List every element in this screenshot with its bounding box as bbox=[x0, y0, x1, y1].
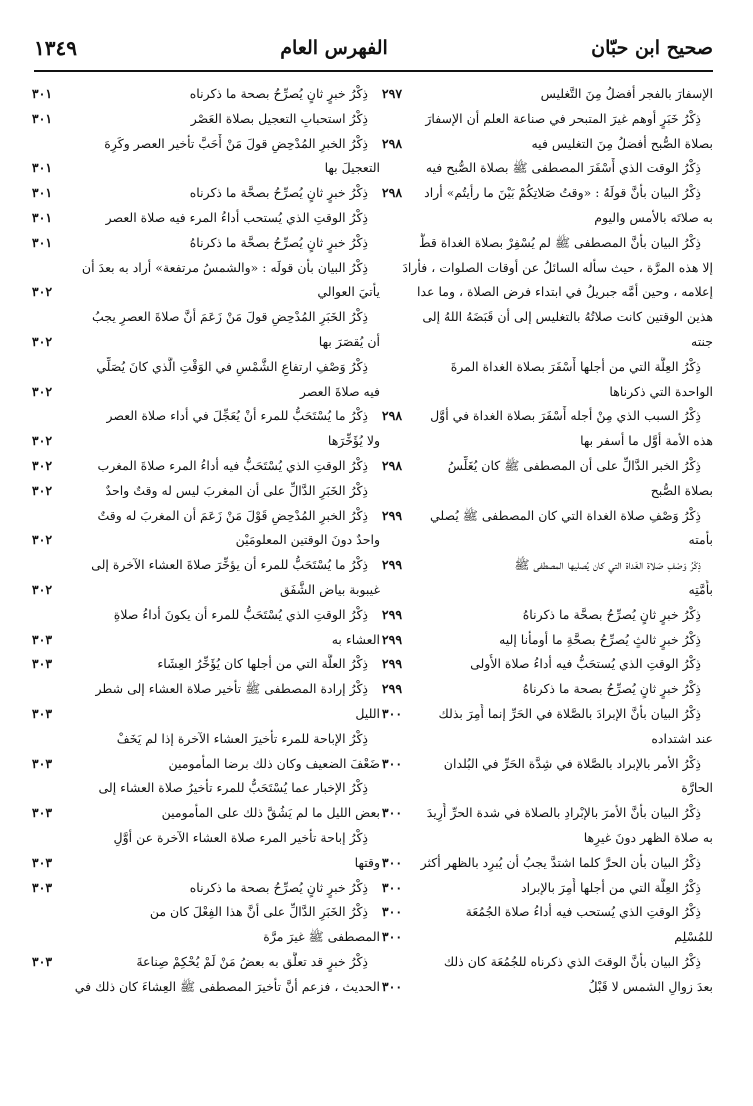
right-column-entry-line: إعلامه ، وحين أمَّه جبريلُ في ابتداء فرض الصلاة ، وما عدا bbox=[416, 284, 713, 300]
right-column-entry-line: هذين الوقتين كانت صلاتُهُ بالتغليس إلى أن قَبَضَهُ اللهُ إلى bbox=[422, 309, 713, 325]
page-reference-number: ٣٠٢ bbox=[31, 582, 53, 597]
page-reference-number: ٣٠٠ bbox=[381, 929, 403, 945]
left-column-entry-line: يأتيَ العوالي bbox=[317, 284, 380, 300]
page-reference-number: ٣٠١ bbox=[31, 160, 53, 176]
left-column-entry-line: أن يُقصَرَ بها bbox=[318, 334, 380, 349]
left-column-entry-line: التعجيلَ بها bbox=[324, 160, 380, 176]
right-column-entry-line: ذِكْرُ السبب الذي مِنْ أجله أَسْفَرَ بصلاة الغداة في أوَّل bbox=[430, 408, 701, 424]
page-reference-number: ٣٠١ bbox=[31, 210, 53, 225]
left-column-entry-line: واحدٌ دونَ الوقتين المعلومَيْن bbox=[235, 532, 380, 548]
left-column-entry-line: فيه صلاةَ العصر bbox=[299, 383, 380, 399]
left-column-entry-line: المصطفى ﷺ غيرَ مرَّة bbox=[263, 929, 380, 945]
page-reference-number: ٣٠٢ bbox=[31, 482, 53, 498]
right-column-entry-line: ذِكْرُ البيان بأنَّ الأمرَ بالإبْرادِ بالصلاة في شدة الحرِّ أُرِيدَ bbox=[426, 805, 701, 821]
left-column-entry-line: ذِكْرُ الخَبَرِ المُدْحِضِ قولَ مَنْ زَعَمَ أنَّ صلاةَ العصرِ يجبُ bbox=[92, 309, 368, 325]
left-column-entry-line: ذِكْرُ استحبابِ التعجيل بصلاة العَصْر bbox=[190, 110, 368, 126]
page-header bbox=[34, 30, 713, 66]
page-reference-number: ٢٩٩ bbox=[381, 656, 403, 672]
right-column-entry-line: به صلاتَه بالأمس واليوم bbox=[594, 210, 713, 225]
right-column-entry-line: ذِكْرُ البيان بأنَّ الإبرادَ بالصَّلاة في الحَرِّ إنما أُمِرَ بذلك bbox=[438, 706, 701, 721]
right-column-entry-line: ذِكْرُ البيان بأنَّ قولَهُ : «وقتُ صَلاتِكُمْ بَيْنَ ما رأيتُم» أراد bbox=[424, 185, 701, 201]
left-column-entry-line: ذِكْرُ خبرٍ ثانٍ يُصرِّحُ بصحَّة ما ذكرناه bbox=[189, 185, 368, 201]
right-column-entry-line: الإسفارَ بالفجر أفضلُ مِنَ التَّغليس bbox=[540, 86, 713, 101]
page-reference-number: ٢٩٧ bbox=[381, 86, 403, 101]
page-reference-number: ٣٠١ bbox=[31, 234, 53, 250]
left-column-entry-line: ذِكْرُ إرادة المصطفى ﷺ تأخير صلاة العشاء إلى شطر bbox=[95, 681, 368, 697]
left-column-entry-line: ذِكْرُ الإخبار عما يُسْتَحَبُّ للمرء تأخيرُ صلاة العشاء إلى bbox=[98, 780, 368, 796]
page-reference-number: ٣٠١ bbox=[31, 110, 53, 126]
page-reference-number: ٣٠٢ bbox=[31, 383, 53, 399]
right-column-entry-line: بأمته bbox=[688, 532, 713, 548]
left-column-entry-line: وقتها bbox=[354, 854, 380, 870]
page-reference-number: ٣٠٣ bbox=[31, 879, 53, 895]
page-reference-number: ٣٠٠ bbox=[381, 904, 403, 920]
page-reference-number: ٢٩٩ bbox=[381, 681, 403, 697]
page-reference-number: ٣٠٣ bbox=[31, 656, 53, 672]
right-column-entry-line: ذِكْرُ البيان بأنَّ المصطفى ﷺ لم يُسْفِرْ بصلاة الغداة قطُّ bbox=[419, 234, 701, 250]
page-reference-number: ٣٠٠ bbox=[381, 879, 403, 895]
left-column-entry-line: ذِكْرُ الوقتِ الذي يُسْتَحَبُّ فيه أداءُ المرء صلاةَ المغرب bbox=[97, 458, 368, 473]
page-reference-number: ٣٠٠ bbox=[381, 755, 403, 771]
right-column-entry-line: ذِكْرُ خبرٍ ثانٍ يُصرِّحُ بصحَّة ما ذكرناهُ bbox=[522, 606, 701, 622]
left-column-entry-line: ذِكْرُ الوقتِ الذي يُستحب أداءُ المرء فيه صلاة العصر bbox=[105, 210, 368, 225]
right-column-entry-line: ذِكْرُ الأمر بالإبراد بالصَّلاة في شِدَّة الحَرِّ في البُلدان bbox=[443, 755, 701, 771]
index-title: الفهرس العام bbox=[280, 37, 388, 59]
right-column-entry-line: بأُمَّتِه bbox=[688, 582, 713, 597]
page-reference-number: ٣٠٣ bbox=[31, 755, 53, 771]
right-column-entry-line: ذِكْرُ الخبر الدَّالِّ على أن المصطفى ﷺ كان يُغَلِّسُ bbox=[447, 458, 701, 473]
right-column-entry-line: ذِكْرُ خَبَرٍ أوهم غيرَ المتبحر في صناعة العلم أن الإسفارَ bbox=[425, 110, 701, 126]
left-column-entry-line: ذِكْرُ الخَبَرِ الدَّالِّ على أن المغربَ ليس له وقتٌ واحدٌ bbox=[105, 482, 368, 498]
left-column-entry-line: ولا يُؤَخِّرَها bbox=[327, 433, 380, 449]
right-column-entry-line: بصلاة الصُّبح bbox=[650, 482, 713, 498]
right-column-entry-line: ذِكْرُ الوقت الذي أَسْفَرَ المصطفى ﷺ بصلاة الصُّبح فيه bbox=[425, 160, 701, 176]
left-column-entry-line: ذِكْرُ البيان بأن قولَه : «والشمسُ مرتفعة» أراد به بعدَ أن bbox=[81, 259, 368, 275]
left-column-entry-line: غيبوبة بياض الشَّفَق bbox=[279, 582, 380, 597]
right-column-entry-line: ذِكْرُ البيان بأنَّ الوقتَ الذي ذكرناه للجُمُعَة كان ذلك bbox=[443, 954, 701, 969]
page-reference-number: ٢٩٨ bbox=[381, 408, 403, 424]
right-column-entry-line: بعدَ زوالِ الشمس لا قَبْلُ bbox=[588, 978, 713, 994]
page-reference-number: ٣٠٣ bbox=[31, 954, 53, 969]
book-title: صحيح ابن حبّان bbox=[591, 37, 713, 59]
left-column-entry-line: ذِكْرُ إباحة تأخير المرء صلاة العشاء الآخرة عن أوَّلِ bbox=[113, 830, 368, 845]
right-column-entry-line: الواحدة التي ذكرناها bbox=[609, 383, 713, 399]
right-column-entry-line: بصلاة الصُّبح أفضلُ مِنَ التغليس فيه bbox=[531, 135, 713, 151]
right-column-entry-line: هذه الأمة أوَّل ما أسفر بها bbox=[580, 433, 713, 449]
page-reference-number: ٣٠٢ bbox=[31, 458, 53, 473]
page-reference-number: ٢٩٨ bbox=[381, 458, 403, 473]
page-reference-number: ٢٩٨ bbox=[381, 135, 403, 151]
page-reference-number: ٣٠١ bbox=[31, 86, 53, 101]
right-column-entry-line: ذِكْرُ الوقتِ الذي يُستحب فيه أداءُ صلاة الجُمُعَة bbox=[465, 904, 701, 920]
left-column-entry-line: بعض الليل ما لم يَشُقَّ ذلك على المأمومين bbox=[161, 805, 380, 821]
left-column-entry-line: ذِكْرُ ما يُسْتَحَبُّ للمرء أنْ يُعَجِّلَ في أداء صلاة العصر bbox=[106, 408, 368, 424]
left-column-entry-line: الحديث ، فزعم أنَّ تأخيرَ المصطفى ﷺ العِشاءَ كان ذلك في bbox=[74, 978, 380, 994]
right-column-entry-line: ذِكْرُ وَصْفِ صَلاة الغَداة التي كان يُصليها المصطفى ﷺ bbox=[514, 557, 701, 573]
left-column-entry-line: ذِكْرُ الإباحة للمرء تأخيرَ العشاء الآخرة إذا لم يَخَفْ bbox=[116, 730, 368, 746]
right-column-entry-line: ذِكْرُ البيان بأن الحرَّ كلما اشتدَّ يجبُ أن يُبرِد بالظهر أكثر bbox=[420, 854, 701, 870]
right-column-entry-line: به صلاة الظهر دونَ غيرِها bbox=[583, 830, 713, 845]
left-column-entry-line: ذِكْرُ الخبرِ المُدْحِضِ قَوْلَ مَنْ زَعَمَ أن المغربَ له وقتٌ bbox=[97, 507, 368, 523]
page-reference-number: ٣٠١ bbox=[31, 185, 53, 201]
right-column-entry-line: عند اشتداده bbox=[651, 730, 713, 746]
right-column-entry-line: الحارَّة bbox=[681, 780, 713, 796]
right-column-entry-line: جنته bbox=[691, 334, 713, 349]
right-column bbox=[363, 84, 713, 1086]
right-column-entry-line: ذِكْرُ وَصْفِ صلاة الغداة التي كان المصطفى ﷺ يُصلي bbox=[429, 507, 701, 523]
page-reference-number: ٣٠٠ bbox=[381, 706, 403, 721]
page-reference-number: ٣٠٣ bbox=[31, 631, 53, 647]
left-column-entry-line: ذِكْرُ خبرٍ قد تعلَّق به بعضُ مَنْ لَمْ يُحْكِمْ صِناعةَ bbox=[136, 954, 368, 969]
left-column-entry-line: ذِكْرُ الوقتِ الذي يُسْتَحَبُّ للمرء أن يكونَ أداءُ صلاةِ bbox=[113, 606, 368, 622]
page-reference-number: ٢٩٨ bbox=[381, 185, 403, 201]
left-column-entry-line: العشاء به bbox=[331, 631, 380, 647]
page-reference-number: ٣٠٣ bbox=[31, 805, 53, 821]
left-column-entry-line: ذِكْرُ خبرٍ ثانٍ يُصرِّحُ بصحَّة ما ذكرناهُ bbox=[189, 234, 368, 250]
page-reference-number: ٢٩٩ bbox=[381, 507, 403, 523]
page-reference-number: ٣٠٢ bbox=[31, 532, 53, 548]
left-column-entry-line: الليل bbox=[355, 706, 380, 721]
page-reference-number: ٢٩٩ bbox=[381, 606, 403, 622]
page-reference-number: ٣٠٠ bbox=[381, 805, 403, 821]
right-column-entry-line: ذِكْرُ خبرٍ ثانٍ يُصرِّحُ بصحة ما ذكرناهُ bbox=[522, 681, 701, 697]
left-column-entry-line: ذِكْرُ ما يُسْتَحَبُّ للمرء أن يؤخِّرَ صلاةَ العشاء الآخرة إلى bbox=[91, 557, 368, 573]
left-column-entry-line: ضَعْفَ الضعيف وكان ذلك برضا المأمومين bbox=[168, 755, 380, 771]
left-column-entry-line: ذِكْرُ خبرٍ ثانٍ يُصرِّحُ بصحة ما ذكرناه bbox=[189, 86, 368, 101]
page-number: ١٣٤٩ bbox=[34, 36, 77, 60]
right-column-entry-line: ذِكْرُ العِلَّة التي من أجلها أَسْفَرَ بصلاة الغداة المرةَ bbox=[450, 358, 701, 374]
left-column-entry-line: ذِكْرُ العلَّة التي من أجلها كان يُؤَخِّرُ العِشَاء bbox=[157, 656, 368, 672]
page-reference-number: ٣٠٢ bbox=[31, 334, 53, 349]
left-column-entry-line: ذِكْرُ الخَبَرِ الدَّالِّ على أنَّ هذا الفِعْلَ كان من bbox=[149, 904, 368, 920]
page-reference-number: ٣٠٣ bbox=[31, 854, 53, 870]
page-reference-number: ٣٠٠ bbox=[381, 978, 403, 994]
header-rule bbox=[34, 70, 713, 72]
page-reference-number: ٣٠٣ bbox=[31, 706, 53, 721]
left-column-entry-line: ذِكْرُ الخبرِ المُدْحِضِ قولَ مَنْ أَحَبَّ تأخير العصر وكَرِهَ bbox=[104, 135, 368, 151]
page-reference-number: ٣٠٢ bbox=[31, 433, 53, 449]
right-column-entry-line: إلا هذه المرَّة ، حيث سأله السائلُ عن أوقات الصلوات ، فأرادَ bbox=[402, 259, 713, 275]
page-reference-number: ٢٩٩ bbox=[381, 631, 403, 647]
right-column-entry-line: ذِكْرُ العِلَّة التي من أجلها أُمِرَ بالإبراد bbox=[521, 879, 701, 895]
page-reference-number: ٣٠٢ bbox=[31, 284, 53, 300]
right-column-entry-line: للمُسْلِم bbox=[674, 929, 713, 945]
left-column-entry-line: ذِكْرُ خبرٍ ثانٍ يُصرِّحُ بصحة ما ذكرناه bbox=[189, 879, 368, 895]
page-reference-number: ٣٠٠ bbox=[381, 854, 403, 870]
right-column-entry-line: ذِكْرُ خبرٍ ثالثٍ يُصرِّحُ بصحَّةِ ما أومأنا إليه bbox=[499, 631, 701, 647]
left-column bbox=[34, 84, 380, 1086]
right-column-entry-line: ذِكْرُ الوقتِ الذي يُستحَبُّ فيه أداءُ صلاة الأُولى bbox=[470, 656, 701, 672]
page-reference-number: ٢٩٩ bbox=[381, 557, 403, 573]
left-column-entry-line: ذِكْرُ وَصْفِ ارتفاعِ الشَّمْسِ في الوَقْتِ الَّذي كانَ يُصَلِّي bbox=[96, 358, 368, 374]
